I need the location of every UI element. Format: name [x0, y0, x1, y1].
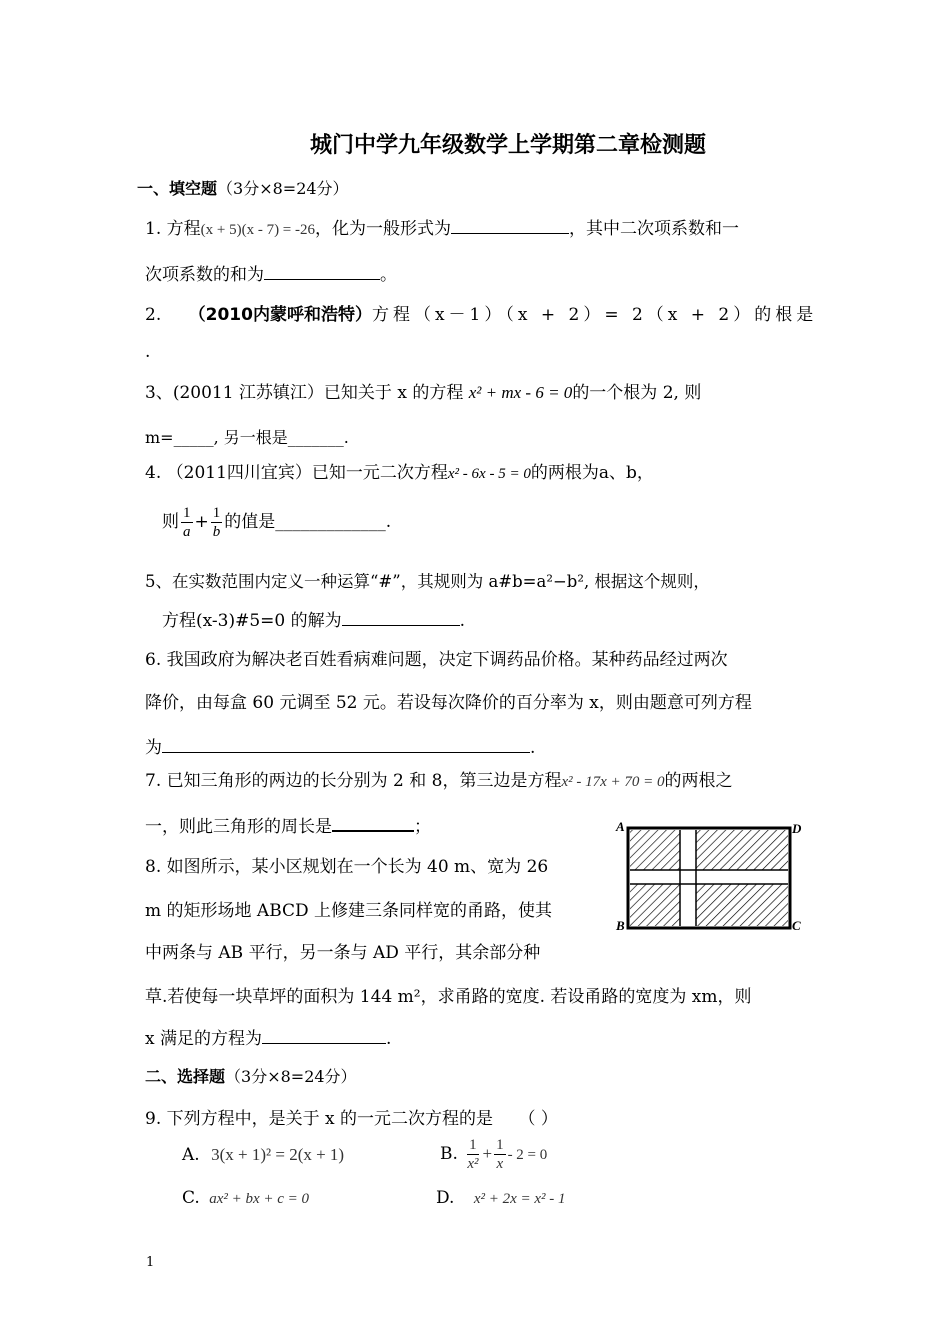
- page-number: 1: [146, 1255, 155, 1270]
- answer-blank[interactable]: [264, 262, 380, 280]
- question-6-line-1: 6. 我国政府为解决老百姓看病难问题，决定下调药品价格。某种药品经过两次: [145, 650, 728, 670]
- denominator: x: [496, 1156, 504, 1172]
- denominator: a: [183, 524, 191, 540]
- plus-sign: +: [482, 1144, 493, 1163]
- option-c[interactable]: [182, 1188, 309, 1208]
- option-label: C.: [182, 1188, 200, 1208]
- option-a[interactable]: [182, 1145, 344, 1165]
- q1-prefix: 1. 方程: [145, 219, 201, 239]
- question-3-line-2: m=_____, 另一根是_______.: [145, 428, 349, 447]
- question-8-line-5: [145, 1024, 391, 1049]
- answer-blank[interactable]: [162, 735, 530, 753]
- rectangle-abcd-figure: [612, 816, 808, 936]
- q6-end: .: [530, 738, 536, 758]
- grass-plot: [696, 884, 788, 926]
- question-1-line-2: [145, 260, 397, 285]
- question-7-line-1: [145, 766, 733, 791]
- fraction-1-over-a: [181, 504, 193, 541]
- denominator: b: [212, 524, 221, 540]
- numerator: 1: [212, 505, 221, 521]
- q9-stem: 9. 下列方程中，是关于 x 的一元二次方程的是: [145, 1109, 494, 1129]
- denominator: x²: [467, 1156, 479, 1172]
- q7-end: ；: [414, 817, 431, 837]
- option-b-tail: - 2 = 0: [507, 1147, 548, 1163]
- q7-prefix-2: 一，则此三角形的周长是: [145, 817, 332, 837]
- q7-post: 的两根之: [664, 771, 733, 791]
- q3-prefix: 3、(20011 江苏镇江）已知关于 x 的方程: [145, 383, 464, 403]
- q3-post: 的一个根为 2, 则: [572, 383, 702, 403]
- answer-blank[interactable]: [262, 1026, 386, 1044]
- section-title: 二、选择题: [145, 1067, 226, 1086]
- q1-middle: ，化为一般形式为: [315, 219, 452, 239]
- question-8-line-1: 8. 如图所示，某小区规划在一个长为 40 m、宽为 26: [145, 857, 549, 877]
- q5-prefix: 方程(x-3)#5=0 的解为: [162, 611, 342, 631]
- question-8-line-2: m 的矩形场地 ABCD 上修建三条同样宽的甬路，使其: [145, 901, 553, 921]
- label-b: B: [616, 918, 625, 933]
- q1-end: 。: [380, 265, 397, 285]
- question-6-line-3: [145, 733, 535, 758]
- section-heading-choice: [145, 1064, 357, 1087]
- section-note: （3分×8=24分）: [225, 1067, 357, 1086]
- question-4-line-2: [162, 504, 391, 541]
- q4-equation: x² - 6x - 5 = 0: [447, 466, 531, 482]
- plus-sign: +: [194, 512, 209, 532]
- q7-equation: x² - 17x + 70 = 0: [561, 774, 665, 790]
- fraction-1-over-x: [494, 1136, 506, 1173]
- fraction-1-over-x-squared: [465, 1136, 480, 1173]
- question-4-line-1: [145, 458, 654, 483]
- answer-blank[interactable]: [332, 813, 414, 832]
- grass-plot: [630, 884, 680, 926]
- q2-text: 方程（x－1）（x + 2）= 2（x + 2）的根是: [371, 305, 818, 325]
- page-title: 城门中学九年级数学上学期第二章检测题: [310, 133, 707, 158]
- fraction-1-over-b: [211, 504, 223, 541]
- section-heading-fill-in: [137, 176, 349, 199]
- q3-equation: x² + mx - 6 = 0: [468, 383, 573, 402]
- answer-blank[interactable]: [451, 216, 569, 234]
- numerator: 1: [469, 1137, 477, 1153]
- section-title: 一、填空题: [137, 179, 218, 198]
- question-9-stem: [145, 1104, 558, 1129]
- label-d: D: [792, 821, 802, 836]
- option-label: A.: [182, 1145, 200, 1165]
- grass-plot: [696, 830, 788, 870]
- question-6-line-2: 降价，由每盒 60 元调至 52 元。若设每次降价的百分率为 x，则由题意可列方程: [145, 693, 752, 713]
- q4-prefix: 4. （2011四川宜宾）已知一元二次方程: [145, 463, 448, 483]
- answer-blank[interactable]: [342, 608, 460, 626]
- q8-end: .: [386, 1029, 392, 1049]
- question-8-line-3: 中两条与 AB 平行，另一条与 AD 平行，其余部分种: [145, 943, 541, 963]
- option-label: B.: [440, 1144, 458, 1164]
- option-d[interactable]: [436, 1188, 566, 1208]
- label-a: A: [616, 819, 625, 834]
- option-label: D.: [436, 1188, 455, 1208]
- question-7-line-2: [145, 812, 431, 837]
- q1-equation: (x + 5)(x - 7) = -26: [200, 222, 316, 238]
- question-3-line-1: [145, 378, 701, 403]
- q4-post: 的值是_____________.: [224, 512, 392, 532]
- q8-prefix: x 满足的方程为: [145, 1029, 262, 1049]
- q1-line2-text: 次项系数的和为: [145, 265, 264, 285]
- question-5-line-1: 5、在实数范围内定义一种运算“#”，其规则为 a#b=a²−b², 根据这个规则，: [145, 572, 710, 591]
- option-b[interactable]: [440, 1136, 547, 1173]
- grass-plot: [630, 830, 680, 870]
- numerator: 1: [183, 505, 191, 521]
- answer-parentheses[interactable]: （ ）: [518, 1109, 558, 1129]
- q1-post: ，其中二次项系数和一: [569, 219, 740, 239]
- q2-source: （2010内蒙呼和浩特）: [188, 305, 372, 325]
- question-8-line-4: 草.若使每一块草坪的面积为 144 m²，求甬路的宽度. 若设甬路的宽度为 xm，则: [145, 987, 752, 1007]
- option-d-equation: x² + 2x = x² - 1: [473, 1191, 566, 1207]
- q2-end: .: [145, 342, 151, 362]
- q5-end: .: [459, 611, 466, 631]
- question-2: [145, 300, 817, 325]
- q2-number: 2.: [145, 305, 162, 325]
- q4-post: 的两根为a、b，: [530, 463, 654, 483]
- label-c: C: [792, 918, 801, 933]
- q4-then: 则: [162, 512, 179, 532]
- question-5-line-2: [162, 606, 465, 631]
- option-a-equation: 3(x + 1)² = 2(x + 1): [211, 1145, 345, 1164]
- section-note: （3分×8=24分）: [217, 179, 349, 198]
- numerator: 1: [496, 1137, 504, 1153]
- q6-prefix: 为: [145, 738, 162, 758]
- question-1-line-1: [145, 214, 739, 239]
- option-c-equation: ax² + bx + c = 0: [209, 1191, 310, 1207]
- q7-prefix: 7. 已知三角形的两边的长分别为 2 和 8，第三边是方程: [145, 771, 562, 791]
